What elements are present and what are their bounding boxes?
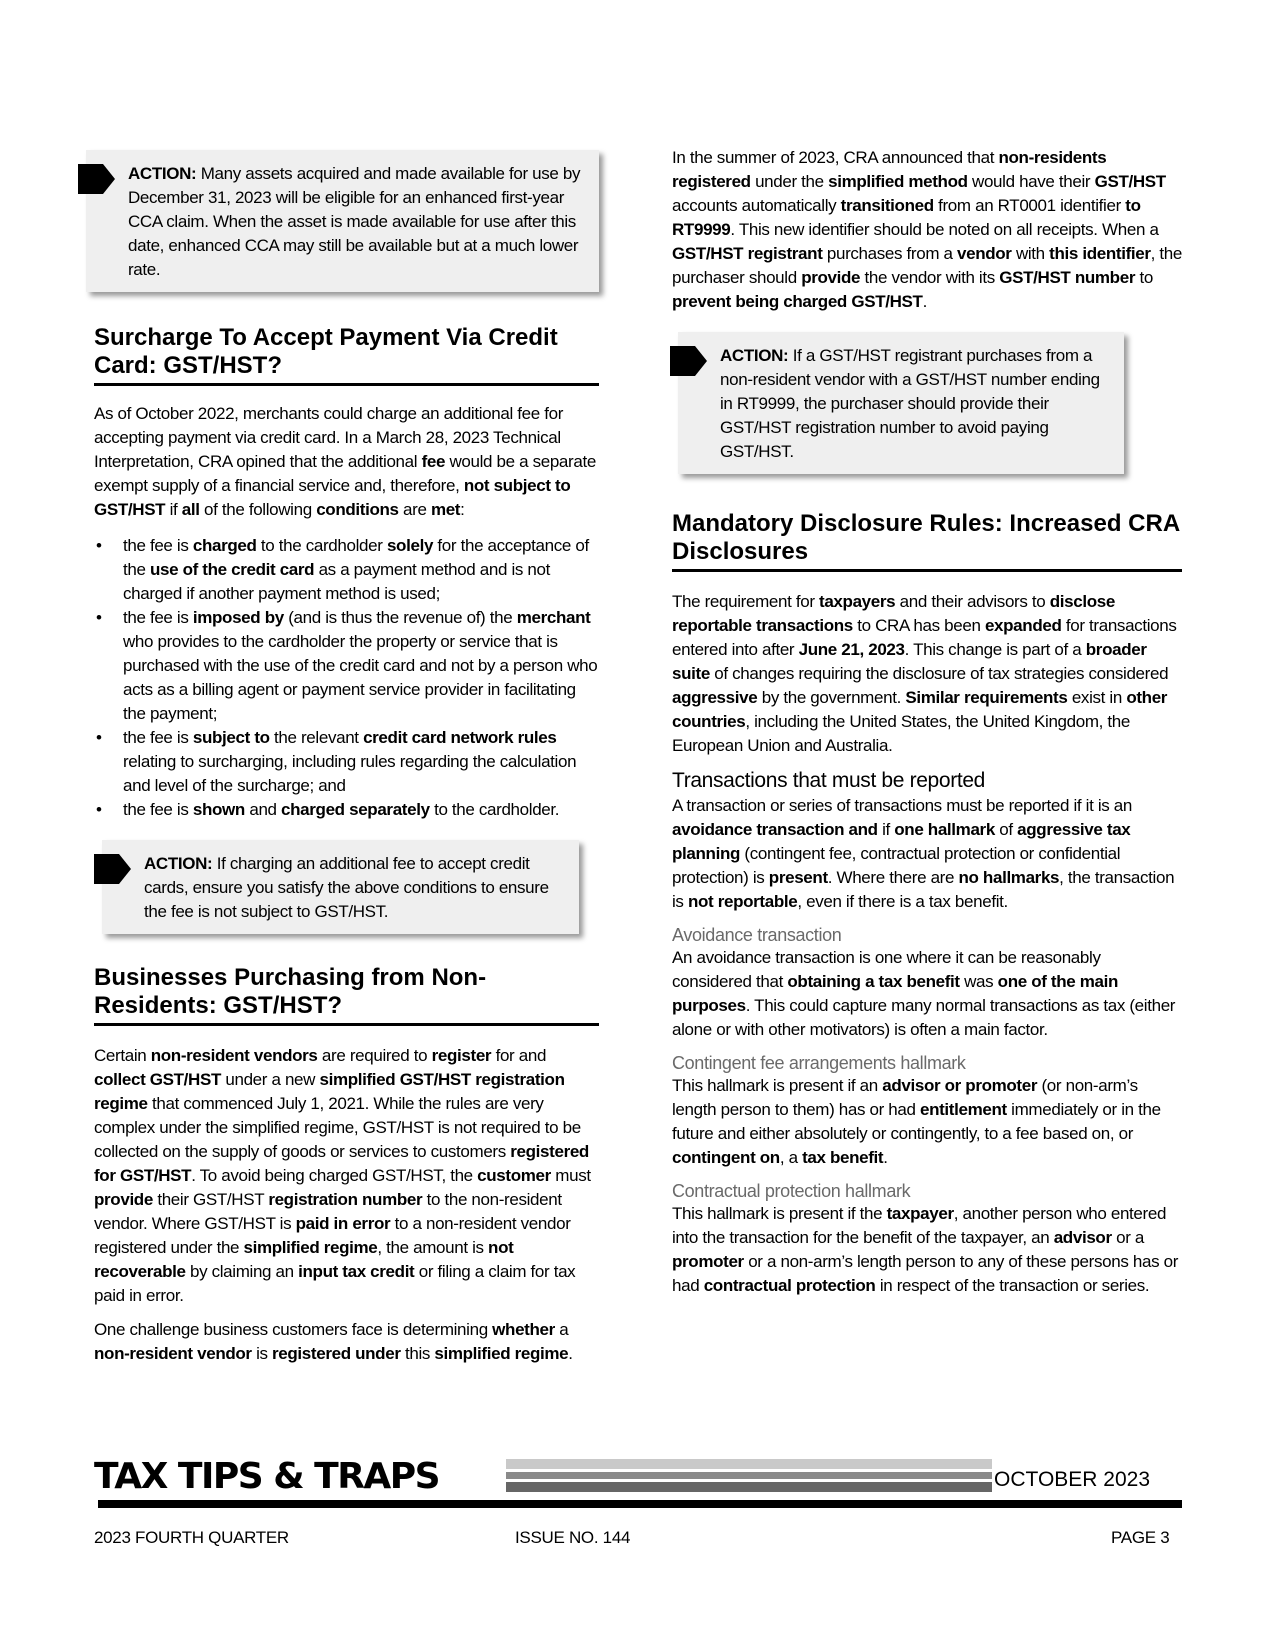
paragraph: A transaction or series of transactions must be reported if it is an avoidance transaction and if one hallmark of aggressive tax planning (contingent fee, contractual protection or confidential protection) is present. Where there are no hallmarks, the transaction is not reportable, even if there is a tax benefit. — [672, 796, 1175, 911]
paragraph: One challenge business customers face is determining whether a non-resident vendor is registered under this simplified regime. — [94, 1320, 573, 1363]
newsletter-masthead: TAX TIPS & TRAPS — [94, 1456, 440, 1497]
footer-quarter: 2023 FOURTH QUARTER — [94, 1528, 289, 1547]
section-title: Surcharge To Accept Payment Via Credit Card: GST/HST? — [94, 324, 599, 386]
paragraph: Certain non-resident vendors are required to register for and collect GST/HST under a new simplified GST/HST registration regime that commenced July 1, 2021. While the rules are very complex under the simplified regime, GST/HST is not required to be collected on the supply of goods or services to customers registered for GST/HST. To avoid being charged GST/HST, the customer must provide their GST/HST registration number to the non-resident vendor. Where GST/HST is paid in error to a non-resident vendor registered under the simplified regime, the amount is not recoverable by claiming an input tax credit or filing a claim for tax paid in error. — [94, 1046, 591, 1305]
page-number: PAGE 3 — [1111, 1528, 1170, 1547]
action-text: ACTION: If a GST/HST registrant purchases from a non-resident vendor with a GST/HST number ending in RT9999, the purchaser should provide their GST/HST registration number to avoid paying GST/HST. — [720, 346, 1100, 461]
list-item: • the fee is charged to the cardholder solely for the acceptance of the use of the credit card as a payment method and is not charged if another payment method is used; — [96, 536, 589, 603]
subheading-minor: Contractual protection hallmark — [672, 1181, 911, 1201]
issue-date: OCTOBER 2023 — [994, 1468, 1151, 1491]
action-flag-icon — [78, 164, 115, 194]
action-text: ACTION: Many assets acquired and made available for use by December 31, 2023 will be eligible for an enhanced first-year CCA claim. When the asset is made available for use after this date, enhanced CCA may still be available but at a much lower rate. — [128, 164, 581, 279]
footer-issue-number: ISSUE NO. 144 — [515, 1528, 631, 1547]
subheading-minor: Avoidance transaction — [672, 925, 842, 945]
paragraph: As of October 2022, merchants could charge an additional fee for accepting payment via credit card. In a March 28, 2023 Technical Interpretation, CRA opined that the additional fee would be a separate exempt supply of a financial service and, therefore, not subject to GST/HST if all of the following conditions are met: — [94, 404, 596, 519]
bullet-icon: • — [96, 608, 102, 627]
decorative-stripe — [506, 1482, 992, 1492]
decorative-stripe — [506, 1459, 992, 1469]
paragraph: This hallmark is present if an advisor or promoter (or non-arm’s length person to them) has or had entitlement immediately or in the future and either absolutely or contingently, to a fee based on, or contingent on, a tax benefit. — [672, 1076, 1161, 1167]
paragraph: An avoidance transaction is one where it can be reasonably considered that obtaining a tax benefit was one of the main purposes. This could capture many normal transactions as tax (either alone or with other motivators) is often a main factor. — [672, 948, 1176, 1039]
action-flag-icon — [670, 346, 707, 376]
list-item: • the fee is subject to the relevant credit card network rules relating to surcharging, including rules regarding the calculation and level of the surcharge; and — [96, 728, 577, 795]
bullet-icon: • — [96, 728, 102, 747]
action-box — [86, 150, 599, 292]
bullet-icon: • — [96, 800, 102, 819]
section-title: Mandatory Disclosure Rules: Increased CRA Disclosures — [672, 510, 1182, 572]
action-flag-icon — [94, 854, 131, 884]
section-title: Businesses Purchasing from Non-Residents: GST/HST? — [94, 964, 599, 1026]
action-box — [678, 332, 1124, 474]
subheading: Transactions that must be reported — [672, 769, 985, 792]
bullet-icon: • — [96, 536, 102, 555]
right-column — [672, 146, 1182, 1298]
left-column — [94, 150, 599, 1366]
subheading-minor: Contingent fee arrangements hallmark — [672, 1053, 966, 1073]
paragraph: In the summer of 2023, CRA announced that non-residents registered under the simplified method would have their GST/HST accounts automatically transitioned from an RT0001 identifier to RT9999. This new identifier should be noted on all receipts. When a GST/HST registrant purchases from a vendor with this identifier, the purchaser should provide the vendor with its GST/HST number to prevent being charged GST/HST. — [672, 148, 1182, 311]
paragraph: This hallmark is present if the taxpayer, another person who entered into the transaction for the benefit of the taxpayer, an advisor or a promoter or a non-arm’s length person to any of these persons has or had contractual protection in respect of the transaction or series. — [672, 1204, 1179, 1295]
decorative-stripe — [506, 1472, 992, 1479]
footer-divider — [98, 1500, 1182, 1508]
action-box — [102, 840, 579, 934]
action-text: ACTION: If charging an additional fee to accept credit cards, ensure you satisfy the above conditions to ensure the fee is not subject to GST/HST. — [144, 854, 549, 921]
list-item: • the fee is shown and charged separately to the cardholder. — [94, 798, 599, 822]
paragraph: The requirement for taxpayers and their advisors to disclose reportable transactions to CRA has been expanded for transactions entered into after June 21, 2023. This change is part of a broader suite of changes requiring the disclosure of tax strategies considered aggressive by the government. Similar requirements exist in other countries, including the United States, the United Kingdom, the European Union and Australia. — [672, 592, 1177, 755]
list-item: • the fee is imposed by (and is thus the revenue of) the merchant who provides to the cardholder the property or service that is purchased with the use of the credit card and not by a person who acts as a billing agent or payment service provider in facilitating the payment; — [96, 608, 598, 723]
bullet-list — [94, 534, 599, 822]
